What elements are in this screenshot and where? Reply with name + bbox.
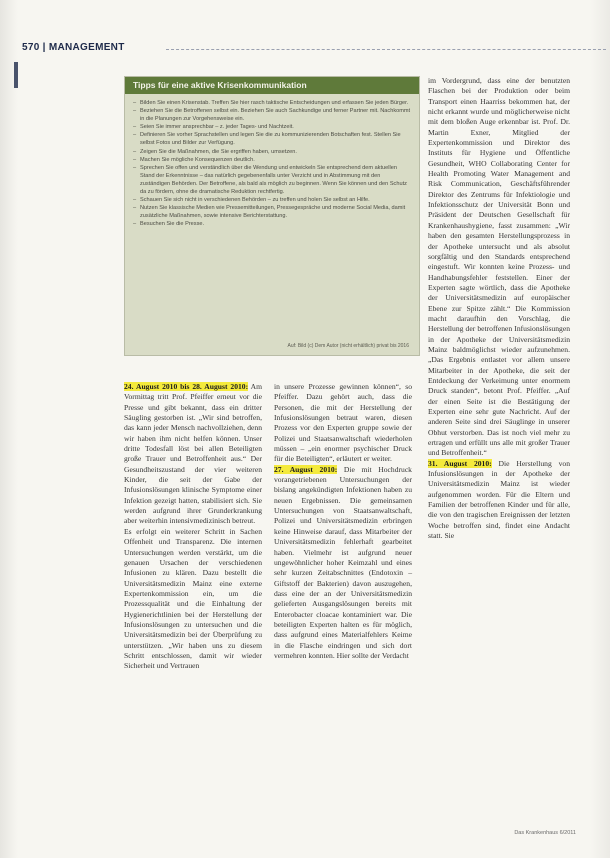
paragraph-text: Die mit Hochdruck vorangetriebenen Untersuchungen der bislang angekündigten Infektionen haben zu neuen Ergebnissen. Die gemeinsamen Untersuchungen von Staatsanwaltschaft, Polizei und Universitätsmedizin erbringen keine Hinweise darauf, dass Mitarbeiter der Universitätsmedizin fehlerhaft gearbeitet haben. Vielmehr ist aufgrund neuer ungewöhnlicher hoher Keimzahl und eines sehr kurzen Zeitabschnittes (Endotoxin – Giftstoff der Bakterien) davon auszugehen, dass eine der an der Universitätsmedizin gelieferten Ausgangslösungen bereits mit Enterobacter cloacae kontaminiert war. Die beteiligten Experten halten es für möglich, dass aufgrund eines Materialfehlers Keime in die Flasche eindringen und sich dort vermehren konnten. Hier sollte der Verdacht (274, 464, 412, 660)
paragraph (274, 465, 412, 662)
paragraph (428, 459, 570, 542)
tip-item: – Machen Sie mögliche Konsequenzen deutlich. (133, 156, 411, 164)
tip-item: – Bilden Sie einen Krisenstab. Treffen Sie hier rasch taktische Entscheidungen und erfassen Sie jeden Bürger. (133, 99, 411, 107)
tip-item: – Definieren Sie vorher Sprachstellen und legen Sie die zu kommunizierenden Botschaften fest. Stellen Sie selbst Fotos und Bilder zur Verfügung. (133, 131, 411, 147)
tip-item: – Sprechen Sie offen und verständlich über die Wendung und entwickeln Sie entsprechend dem aktuellen Stand der Erkenntnisse – das natürlich gegebenenfalls unter Verzicht und in Abstimmung mit den zuständigen Behörden. Der Betroffene, als bald als möglich zu beginnen. Wenn Sie können und den Schutz da zu fördern, ohne die dramatische Reduktion rechtfertig. (133, 164, 411, 196)
tip-item: – Seien Sie immer ansprechbar – z. jeder Tages- und Nachtzeit. (133, 123, 411, 131)
margin-marker (14, 62, 18, 88)
article-column-2 (274, 382, 412, 661)
tips-box-title: Tipps für eine aktive Krisenkommunikation (125, 77, 419, 94)
page-footer: Das Krankenhaus 6/2011 (514, 830, 576, 836)
paragraph-text: Die Herstellung von Infusionslösungen in der Apotheke der Universitätsmedizin Mainz ist wieder aufgenommen worden. Für die Eltern und Familien der betroffenen Kinder und für alle, die von den tragischen Ereignissen der letzten Woche betroffen sind, findet eine Andacht statt. Sie (428, 458, 570, 541)
date-highlight: 24. August 2010 bis 28. August 2010: (124, 382, 249, 391)
tips-box (124, 76, 420, 356)
article-column-1 (124, 382, 262, 672)
paragraph-text: Am Vormittag tritt Prof. Pfeiffer erneut vor die Presse und gibt bekannt, dass ein dritter Säugling gestorben ist. „Wir sind betroffen, das kann jeder Mensch nachvollziehen, denn wir haben ihm nicht helfen können. Unser dritte Todesfall löst bei allen Beteiligten große Trauer und Betroffenheit aus.“ Der Gesundheitszustand der vier weiteren Kinder, die seit der Gabe der Infusionslösungen klinische Symptome einer Infektion gezeigt hatten, stabilisiert sich. Sie werden aufgrund ihrer Grunderkrankung aber weiterhin intensivmedizinisch betreut. (124, 382, 262, 526)
page-label: 570 | MANAGEMENT (22, 42, 125, 53)
paragraph: in unsere Prozesse gewinnen können“, so Pfeiffer. Dazu gehört auch, dass die Personen, die mit der Herstellung der Infusionslösungen betraut waren, diesen Prozess vor den Experten gruppe sowie der Polizei und Staatsanwaltschaft wiederholen müssen – „ein enormer psychischer Druck für die Beteiligten“, erläutert er weiter. (274, 382, 412, 464)
paragraph: im Vordergrund, dass eine der benutzten Flaschen bei der Produktion oder beim Transport einen Haarriss bekommen hat, der nicht erkannt wurde und möglicherweise nicht mit dem bloßen Auge erkennbar ist. Prof. Dr. Martin Exner, Mitglied der Expertenkommission und Direktor des Instituts für Hygiene und Öffentliche Gesundheit, WHO Collaborating Center for Health Promoting Water Management and Risk Communication, Geschäftsführender Direktor des Zentrums für Infektiologie und Infektionsschutz der Universität Bonn und Präsident der Deutschen Gesellschaft für Krankenhaushygiene, fasst zusammen: „Wir haben den gesamten Herstellungsprozess in der Apotheke untersucht und als absolut sorgfältig und den Standards entsprechend eingestuft. Wir konnten keine Prozess- und Handhabungsfehler feststellen. Einer der Experten sagte wörtlich, dass die Apotheke der Universitätsmedizin auf europäischer Ebene zur Spitze zählt.“ Die Kommission macht daraufhin den Vorschlag, die Herstellung der betroffenen Infusionslösungen in der Apotheke der Universitätsmedizin Mainz baldmöglichst wieder aufzunehmen. „Das Ergebnis entlastet vor allem unsere Mitarbeiter in der Apotheke, die seit der Entdeckung der Verkeimung unter enormem Druck standen“, betont Prof. Pfeiffer. „Auf der einen Seite ist die Bestätigung der Experten eine sehr gute Nachricht. Auf der anderen Seite sind drei Säuglinge in unserer Obhut verstorben. Das ist noch viel mehr zu ertragen und erfüllt uns alle mit großer Trauer und Betroffenheit.“ (428, 76, 570, 458)
tip-item: – Besuchen Sie die Presse. (133, 220, 411, 228)
header-rule (166, 49, 606, 50)
tip-item: – Schauen Sie sich nicht in verschiedenen Behörden – zu treffen und holen Sie selbst an Hilfe. (133, 196, 411, 204)
tip-item: – Beziehen Sie die Betroffenen selbst ein. Beziehen Sie auch Sachkundige und ferner Partner mit. Nachkommt in die Planungen zur Vorgehensweise ein. (133, 107, 411, 123)
date-highlight: 27. August 2010: (274, 464, 338, 474)
paragraph (124, 382, 262, 527)
article-column-3 (428, 76, 570, 541)
date-highlight: 31. August 2010: (428, 458, 492, 468)
tips-list (133, 99, 411, 229)
page-header (22, 42, 582, 58)
tips-box-caption: Auf: Bild (c) Dem Autor (nicht erhältlich) privat bis 2016 (287, 343, 409, 349)
tip-item: – Zeigen Sie die Maßnahmen, die Sie ergriffen haben, umsetzen. (133, 148, 411, 156)
tip-item: – Nutzen Sie klassische Medien wie Pressemitteilungen, Pressegespräche und moderne Social Media, damit zusätzliche Maßnahmen, sowie intensive Berichterstattung. (133, 204, 411, 220)
paragraph: Es erfolgt ein weiterer Schritt in Sachen Offenheit und Transparenz. Die internen Untersuchungen werden verstärkt, um die genauen Ursachen der verschiedenen Infusionen zu klären. Dazu bestellt die Universitätsmedizin Mainz eine externe Expertenkommission ein, um die Prozessqualität und die Einhaltung der Hygienerichtlinien bei der Herstellung der Infusionslösungen zu untersuchen und die Universitätsmedizin bei der Überprüfung zu unterstützen. „Wir haben uns zu diesem Schritt entschlossen, damit wir wieder Sicherheit und Vertrauen (124, 526, 262, 671)
